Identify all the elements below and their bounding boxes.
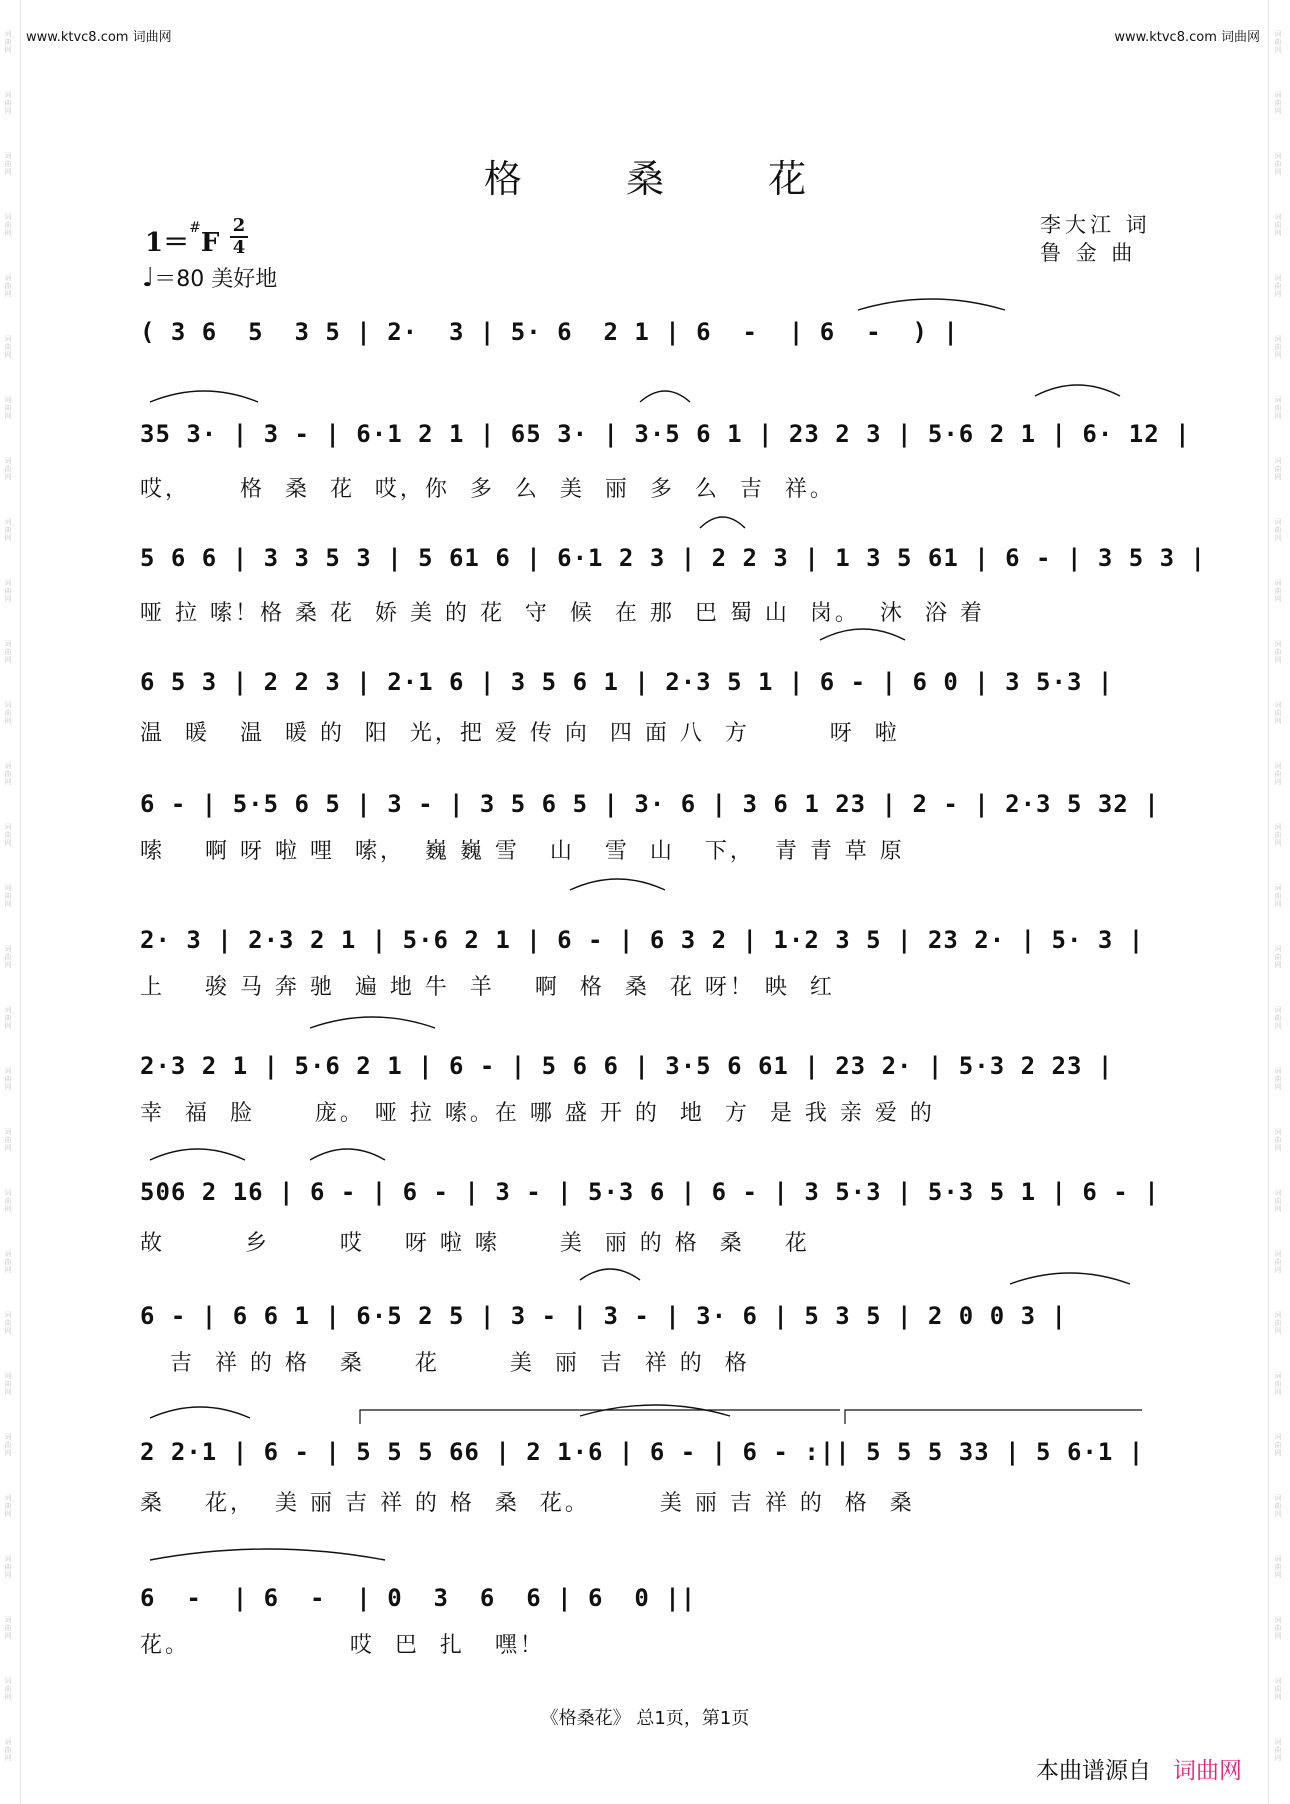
time-signature-bottom: 4 (232, 237, 246, 258)
slur-arc (580, 1269, 640, 1280)
page-info: 《格桑花》 总1页，第1页 (540, 1708, 750, 1729)
notation-line: 5 6 6 | 3 3 5 3 | 5 61 6 | 6·1 2 3 | 2 2 3 | 1 3 5 61 | 6 - | 3 5 3 | (140, 544, 1206, 572)
side-watermark-text: 词曲网 (1274, 30, 1282, 54)
side-watermark-text: 词曲网 (4, 1555, 12, 1579)
lyric-line: 嗦 啊 呀 啦 哩 嗦， 巍 巍 雪 山 雪 山 下， 青 青 草 原 (140, 839, 905, 864)
side-watermark-text: 词曲网 (1274, 518, 1282, 542)
source-brand: 词曲网 (1173, 1758, 1242, 1784)
side-watermark-text: 词曲网 (1274, 640, 1282, 664)
side-watermark-text: 词曲网 (4, 396, 12, 420)
side-watermark-text: 词曲网 (4, 1189, 12, 1213)
side-watermark-text: 词曲网 (1274, 91, 1282, 115)
side-watermark-text: 词曲网 (4, 1128, 12, 1152)
side-watermark-text: 词曲网 (1274, 945, 1282, 969)
lyric-line: 上 骏 马 奔 驰 遍 地 牛 羊 啊 格 桑 花 呀！ 映 红 (140, 975, 835, 1000)
side-watermark-text: 词曲网 (4, 91, 12, 115)
time-signature-top: 2 (232, 215, 246, 236)
side-watermark-text: 词曲网 (4, 274, 12, 298)
side-watermark-text: 词曲网 (1274, 396, 1282, 420)
side-watermark-text: 词曲网 (1274, 213, 1282, 237)
side-watermark-text: 词曲网 (1274, 1128, 1282, 1152)
tempo-text: ＝80 美好地 (154, 267, 278, 292)
notation-line: 2· 3 | 2·3 2 1 | 5·6 2 1 | 6 - | 6 3 2 | 1·2 3 5 | 23 2· | 5· 3 | (140, 926, 1145, 954)
side-watermark-text: 词曲网 (4, 1677, 12, 1701)
side-watermark-text: 词曲网 (4, 701, 12, 725)
side-watermark-text: 词曲网 (1274, 579, 1282, 603)
key-note: F (200, 228, 220, 258)
side-watermark-text: 词曲网 (4, 945, 12, 969)
side-watermark-text: 词曲网 (1274, 152, 1282, 176)
side-watermark-text: 词曲网 (4, 579, 12, 603)
volta-bracket (360, 1410, 840, 1424)
side-watermark-text: 词曲网 (1274, 335, 1282, 359)
side-watermark-text: 词曲网 (4, 1738, 12, 1762)
notation-line: 2 2·1 | 6 - | 5 5 5 66 | 2 1·6 | 6 - | 6 - :|| 5 5 5 33 | 5 6·1 | (140, 1438, 1145, 1466)
tie-arc (858, 299, 1005, 310)
notation-line: 6 - | 6 6 1 | 6·5 2 5 | 3 - | 3 - | 3· 6 | 5 3 5 | 2 0 0 3 | (140, 1302, 1067, 1330)
lyric-line: 温 暖 温 暖 的 阳 光，把 爱 传 向 四 面 八 方 呀 啦 (140, 721, 900, 746)
side-watermark-text: 词曲网 (4, 30, 12, 54)
side-watermark-text: 词曲网 (4, 335, 12, 359)
site-url-right: www.ktvc8.com 词曲网 (1114, 30, 1260, 45)
side-watermark-text: 词曲网 (1274, 1006, 1282, 1030)
lyric-line: 花。 哎 巴 扎 嘿！ (140, 1633, 545, 1658)
slur-arc (150, 1407, 250, 1418)
side-watermark-text: 词曲网 (1274, 1311, 1282, 1335)
side-watermark-text: 词曲网 (4, 1311, 12, 1335)
volta-bracket (845, 1410, 1142, 1424)
slur-arc (310, 1017, 435, 1028)
slur-arc (820, 629, 905, 640)
side-watermark-text: 词曲网 (4, 1250, 12, 1274)
lyricist-credit: 李大江 词 (1040, 213, 1151, 237)
notation-line: 35 3· | 3 - | 6·1 2 1 | 65 3· | 3·5 6 1 | 23 2 3 | 5·6 2 1 | 6· 12 | (140, 420, 1191, 448)
source-text: 本曲谱源自 (1036, 1758, 1151, 1784)
notation-line: 6 - | 6 - | 0 3 6 6 | 6 0 || (140, 1584, 697, 1612)
side-watermark-text: 词曲网 (4, 1006, 12, 1030)
side-watermark-text: 词曲网 (1274, 701, 1282, 725)
slur-arc (310, 1149, 385, 1160)
side-watermark-text: 词曲网 (1274, 884, 1282, 908)
side-watermark-text: 词曲网 (1274, 1677, 1282, 1701)
notation-line: 2·3 2 1 | 5·6 2 1 | 6 - | 5 6 6 | 3·5 6 61 | 23 2· | 5·3 2 23 | (140, 1052, 1114, 1080)
side-watermark-text: 词曲网 (1274, 1250, 1282, 1274)
side-watermark-text: 词曲网 (4, 152, 12, 176)
slur-arc (150, 1549, 385, 1560)
side-watermark-text: 词曲网 (4, 823, 12, 847)
composer-credit: 鲁 金 曲 (1040, 241, 1137, 265)
side-watermark-text: 词曲网 (1274, 1433, 1282, 1457)
side-watermark-text: 词曲网 (1274, 823, 1282, 847)
side-watermark-text: 词曲网 (4, 640, 12, 664)
notation-line: 506 2 16 | 6 - | 6 - | 3 - | 5·3 6 | 6 - | 3 5·3 | 5·3 5 1 | 6 - | (140, 1178, 1160, 1206)
slur-arc (1010, 1273, 1130, 1284)
notation-line: 6 5 3 | 2 2 3 | 2·1 6 | 3 5 6 1 | 2·3 5 1 | 6 - | 6 0 | 3 5·3 | (140, 668, 1114, 696)
side-watermark-text: 词曲网 (1274, 1067, 1282, 1091)
side-watermark-text: 词曲网 (1274, 1372, 1282, 1396)
side-watermark-text: 词曲网 (1274, 1189, 1282, 1213)
side-watermark-text: 词曲网 (1274, 1555, 1282, 1579)
lyric-line: 桑 花， 美 丽 吉 祥 的 格 桑 花。 美 丽 吉 祥 的 格 桑 (140, 1491, 915, 1516)
slur-arc (150, 391, 258, 402)
slur-arc (640, 391, 690, 402)
side-watermark-text: 词曲网 (4, 457, 12, 481)
side-watermark-text: 词曲网 (4, 1067, 12, 1091)
side-watermark-text: 词曲网 (4, 762, 12, 786)
key-prefix: 1＝ (145, 228, 190, 258)
side-watermark-text: 词曲网 (4, 213, 12, 237)
side-watermark-text: 词曲网 (4, 1372, 12, 1396)
side-watermark-text: 词曲网 (1274, 1494, 1282, 1518)
notation-line: 6 - | 5·5 6 5 | 3 - | 3 5 6 5 | 3· 6 | 3 6 1 23 | 2 - | 2·3 5 32 | (140, 790, 1160, 818)
side-watermark-text: 词曲网 (1274, 1738, 1282, 1762)
side-watermark-text: 词曲网 (4, 1616, 12, 1640)
quarter-note-icon: ♩ (142, 263, 155, 293)
song-title: 格 桑 花 (483, 157, 853, 201)
slur-arc (570, 879, 665, 890)
side-watermark-text: 词曲网 (4, 518, 12, 542)
side-watermark-text: 词曲网 (4, 1433, 12, 1457)
side-watermark-text: 词曲网 (4, 884, 12, 908)
side-watermark-text: 词曲网 (1274, 274, 1282, 298)
side-watermark-text: 词曲网 (1274, 762, 1282, 786)
slur-arc (1035, 385, 1120, 396)
lyric-line: 故 乡 哎 呀 啦 嗦 美 丽 的 格 桑 花 (140, 1231, 810, 1256)
notation-line: ( 3 6 5 3 5 | 2· 3 | 5· 6 2 1 | 6 - | 6 - ) | (140, 318, 959, 346)
side-watermark-text: 词曲网 (1274, 1616, 1282, 1640)
side-watermark-text: 词曲网 (4, 1494, 12, 1518)
side-watermark-text: 词曲网 (1274, 457, 1282, 481)
lyric-line: 幸 福 脸 庞。 哑 拉 嗦。在 哪 盛 开 的 地 方 是 我 亲 爱 的 (140, 1101, 935, 1126)
key-sharp: # (189, 220, 201, 236)
source-credit (1036, 1752, 1242, 1785)
lyric-line: 吉 祥 的 格 桑 花 美 丽 吉 祥 的 格 (140, 1351, 750, 1376)
site-url-left: www.ktvc8.com 词曲网 (26, 30, 172, 45)
slur-arc (700, 517, 745, 528)
lyric-line: 哑 拉 嗦！格 桑 花 娇 美 的 花 守 候 在 那 巴 蜀 山 岗。 沐 浴 着 (140, 601, 985, 626)
slur-arc (150, 1149, 245, 1160)
lyric-line: 哎， 格 桑 花 哎，你 多 么 美 丽 多 么 吉 祥。 (140, 477, 835, 502)
